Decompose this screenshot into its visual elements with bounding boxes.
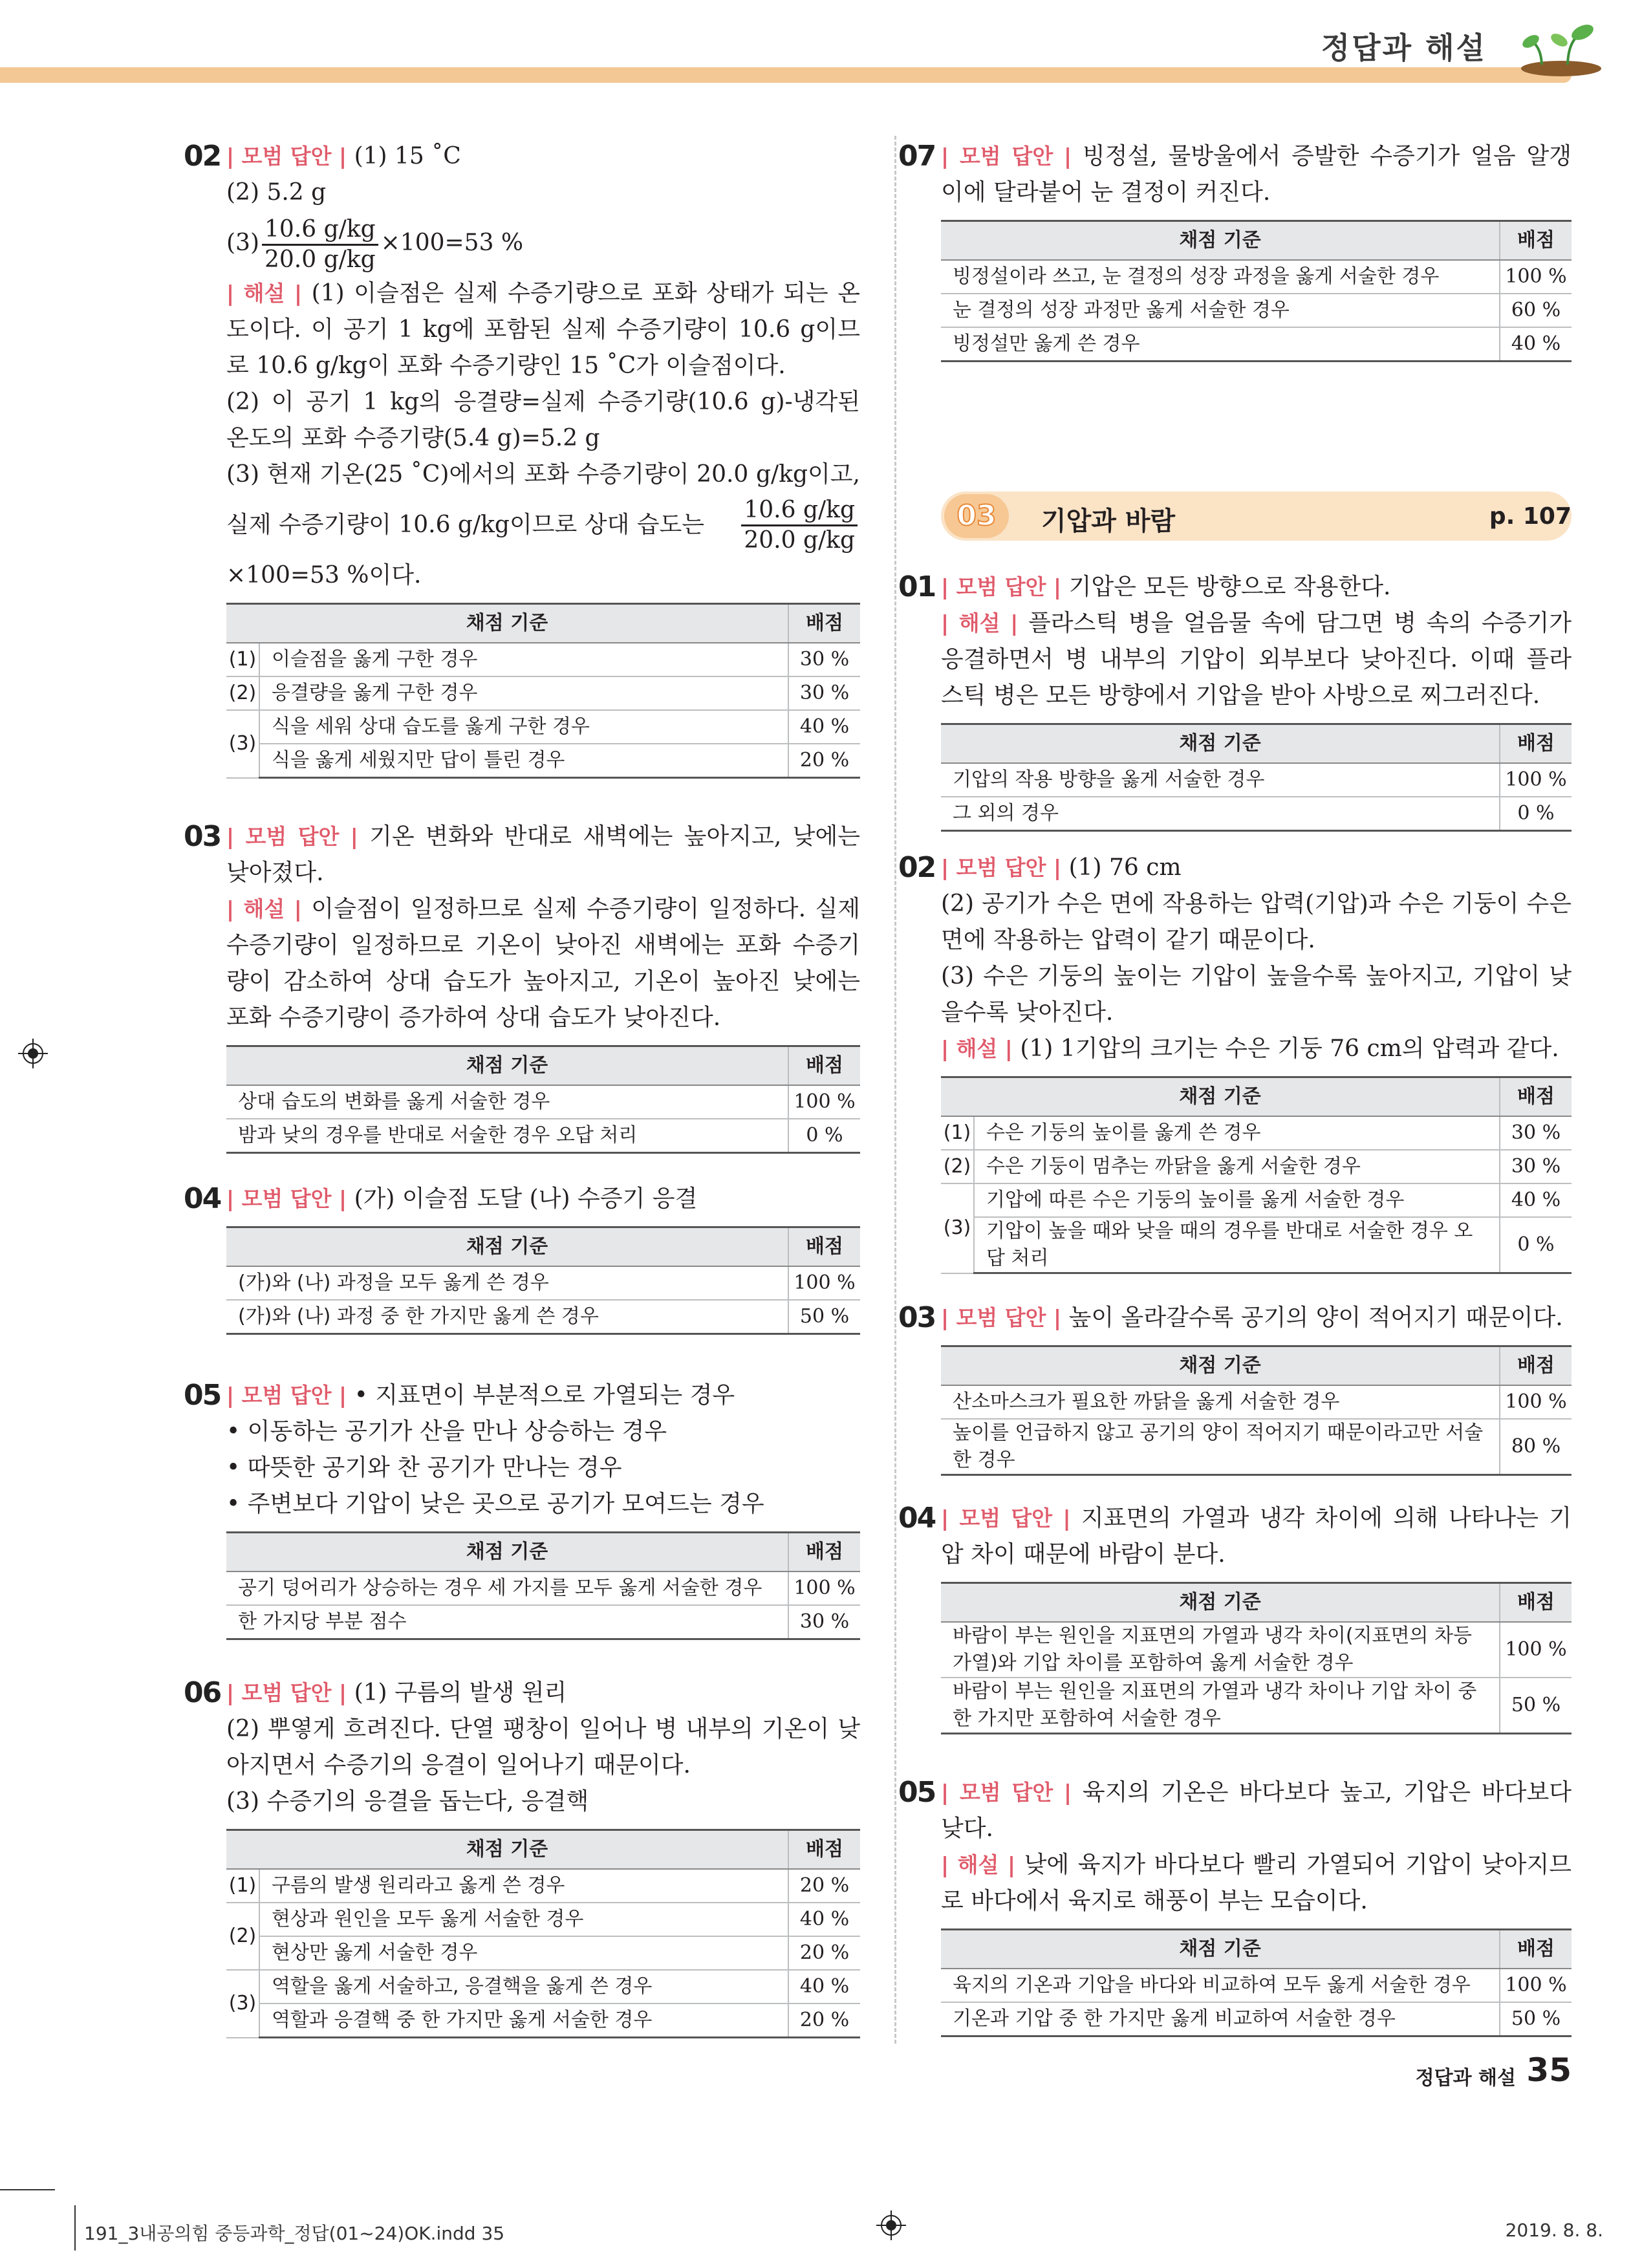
question-number: 01 <box>898 570 936 603</box>
answer-text: 낮다. <box>941 1815 993 1842</box>
answer-text: (1) 구름의 발생 원리 <box>354 1679 567 1706</box>
question-number: 05 <box>184 1379 221 1412</box>
table-row: 상대 습도의 변화를 옳게 서술한 경우 100 % <box>226 1085 860 1119</box>
table-row: 역할과 응결핵 중 한 가지만 옳게 서술한 경우 20 % <box>226 2003 860 2038</box>
fraction: $\frac{10.6 g/kg}{20.0 g/kg}$ <box>262 215 378 274</box>
table-row: 육지의 기온과 기압을 바다와 비교하여 모두 옳게 서술한 경우 100 % <box>941 1969 1572 2002</box>
answer-02: 02 | 모범 답안 | (1) 15 ˚C (2) 5.2 g (3) $\frac{10.6 g/kg}{20.0 g/kg}$ ×100=53 % | 해설 | (1) 이슬점은 실제 수증기량으로 포화 상태가 되는 온 도이다. 이 공기 1 kg에 포함된 실제 수증기량이 10.6 g이므 로 10.6 g/kg이 포화 수증기량인 15 ˚C가 이슬점이다. (2) 이 공기 1 kg의 응결량=실제 수증기량(10.6 g)-냉각된 온도의 포화 수증기량(5.4 g)=5.2 g (3) 현재 기온(25 ˚C)에서의 포화 수증기량이 20.0 g/kg이고, 실제 수증기량이 10.6 g/kg이므로 상대 습도는 $\frac{10.6 g/kg}{20.0 g/kg}$ ×100=53 %이다. 채점 기준 배점 (1) 이슬점을 옳게 구한 경우 30 % (2) 응결량을 옳게 구한 경우 30 % (3) 식을 세워 상대 습도를 옳게 구한 경우 40 % 식을 옳게 세웠지만 답이 틀린 경우 20 % <box>226 138 860 779</box>
answer-05: 05 | 모범 답안 | • 지표면이 부분적으로 가열되는 경우 • 이동하는 공기가 산을 만나 상승하는 경우 • 따뜻한 공기와 찬 공기가 만나는 경우 • 주변보다 기압이 낮은 곳으로 공기가 모여드는 경우 채점 기준 배점 공기 덩어리가 상승하는 경우 세 가지를 모두 옳게 서술한 경우 100 % 한 가지당 부분 점수 30 % <box>226 1377 860 1640</box>
model-answer-tag: 모범 답안 <box>245 824 340 849</box>
explain-text: (1) 이슬점은 실제 수증기량으로 포화 상태가 되는 온 <box>311 280 861 307</box>
answer-text: 기온 변화와 반대로 새벽에는 높아지고, 낮에는 <box>369 823 860 850</box>
answer-text: (1) 15 ˚C <box>354 143 461 169</box>
explain-text: 포화 수증기량이 증가하여 상대 습도가 낮아진다. <box>226 1004 721 1031</box>
answer-text: (2) 공기가 수은 면에 작용하는 압력(기압)과 수은 기둥이 수은 <box>941 891 1572 917</box>
model-answer-tag: 모범 답안 <box>959 1506 1053 1531</box>
section-banner <box>941 491 1572 541</box>
table-row: 기압의 작용 방향을 옳게 서술한 경우 100 % <box>941 763 1572 797</box>
explain-tag: 해설 <box>243 281 285 306</box>
answer-text: (3) <box>226 230 259 256</box>
question-number: 03 <box>898 1301 936 1334</box>
answer-s01: 01 | 모범 답안 | 기압은 모든 방향으로 작용한다. | 해설 | 플라스틱 병을 얼음물 속에 담그면 병 속의 수증기가 응결하면서 병 내부의 기압이 외부보다 낮아진다. 이때 플라 스틱 병은 모든 방향에서 기압을 받아 사방으로 찌그러진다. 채점 기준 배점 기압의 작용 방향을 옳게 서술한 경우 100 % 그 외의 경우 0 % <box>941 569 1572 832</box>
table-row: 그 외의 경우 0 % <box>941 797 1572 831</box>
explain-text: 스틱 병은 모든 방향에서 기압을 받아 사방으로 찌그러진다. <box>941 682 1540 709</box>
explain-text: 로 바다에서 육지로 해풍이 부는 모습이다. <box>941 1888 1368 1914</box>
grading-table: 채점 기준 배점 공기 덩어리가 상승하는 경우 세 가지를 모두 옳게 서술한 경우 100 % 한 가지당 부분 점수 30 % <box>226 1531 860 1640</box>
explain-tag: 해설 <box>958 610 1000 636</box>
sprout-icon <box>1519 22 1603 76</box>
answer-07: 07 | 모범 답안 | 빙정설, 물방울에서 증발한 수증기가 얼음 알갱 이에 달라붙어 눈 결정이 커진다. 채점 기준 배점 빙정설이라 쓰고, 눈 결정의 성장 과정을 옳게 서술한 경우 100 % 눈 결정의 성장 과정만 옳게 서술한 경우 60 % 빙정설만 옳게 쓴 경우 40 % <box>941 138 1572 362</box>
answer-text: (2) 5.2 g <box>226 179 327 206</box>
explain-tag: 해설 <box>243 896 285 922</box>
explain-text: 로 10.6 g/kg이 포화 수증기량인 15 ˚C가 이슬점이다. <box>226 352 786 379</box>
answer-text: (1) 76 cm <box>1068 854 1182 881</box>
question-number: 04 <box>898 1502 936 1535</box>
explain-text: 이슬점이 일정하므로 실제 수증기량이 일정하다. 실제 <box>311 896 861 922</box>
table-row: 높이를 언급하지 않고 공기의 양이 적어지기 때문이라고만 서술한 경우 80 % <box>941 1419 1572 1475</box>
answer-text: 아지면서 수증기의 응결이 일어나기 때문이다. <box>226 1752 691 1778</box>
explain-text: 량이 감소하여 상대 습도가 높아지고, 기온이 높아진 낮에는 <box>226 968 860 995</box>
table-row: (1) 구름의 발생 원리라고 옳게 쓴 경우 20 % <box>226 1869 860 1903</box>
table-row: 밤과 낮의 경우를 반대로 서술한 경우 오답 처리 0 % <box>226 1119 860 1153</box>
slug-date: 2019. 8. 8. <box>1505 2219 1603 2241</box>
table-row: (1) 이슬점을 옳게 구한 경우 30 % <box>226 643 860 676</box>
answer-text: • 지표면이 부분적으로 가열되는 경우 <box>354 1382 735 1409</box>
fraction: $\frac{10.6 g/kg}{20.0 g/kg}$ <box>741 496 858 555</box>
grading-table: 채점 기준 배점 (가)와 (나) 과정을 모두 옳게 쓴 경우 100 % (가)와 (나) 과정 중 한 가지만 옳게 쓴 경우 50 % <box>226 1226 860 1335</box>
table-row: (가)와 (나) 과정을 모두 옳게 쓴 경우 100 % <box>226 1266 860 1300</box>
explain-text: 실제 수증기량이 10.6 g/kg이므로 상대 습도는 <box>226 512 705 538</box>
table-row: (3) 식을 세워 상대 습도를 옳게 구한 경우 40 % <box>226 710 860 744</box>
question-number: 05 <box>898 1776 936 1809</box>
explain-text: 낮에 육지가 바다보다 빨리 가열되어 기압이 낮아지므 <box>1024 1852 1572 1878</box>
answer-text: (가) 이슬점 도달 (나) 수증기 응결 <box>354 1185 698 1212</box>
answer-s05: 05 | 모범 답안 | 육지의 기온은 바다보다 높고, 기압은 바다보다 낮다. | 해설 | 낮에 육지가 바다보다 빨리 가열되어 기압이 낮아지므 로 바다에서 육지로 해풍이 부는 모습이다. 채점 기준 배점 육지의 기온과 기압을 바다와 비교하여 모두 옳게 서술한 경우 100 % 기온과 기압 중 한 가지만 옳게 비교하여 서술한 경우 50 % <box>941 1775 1572 2037</box>
registration-mark-icon <box>876 2210 906 2240</box>
question-number: 02 <box>184 140 221 173</box>
explain-text: (3) 현재 기온(25 ˚C)에서의 포화 수증기량이 20.0 g/kg이고, <box>226 461 860 488</box>
registration-mark-icon <box>18 1039 48 1068</box>
model-answer-tag: 모범 답안 <box>956 1305 1046 1330</box>
model-answer-tag: 모범 답안 <box>956 855 1046 880</box>
answer-06: 06 | 모범 답안 | (1) 구름의 발생 원리 (2) 뿌옇게 흐려진다. 단열 팽창이 일어나 병 내부의 기온이 낮 아지면서 수증기의 응결이 일어나기 때문이다. (3) 수증기의 응결을 돕는다, 응결핵 채점 기준 배점 (1) 구름의 발생 원리라고 옳게 쓴 경우 20 % (2) 현상과 원인을 모두 옳게 서술한 경우 40 % 현상만 옳게 서술한 경우 20 % (3) 역할을 옳게 서술하고, 응결핵을 옳게 쓴 경우 40 % 역할과 응결핵 중 한 가지만 옳게 서술한 경우 20 % <box>226 1675 860 2038</box>
table-row: (2) 수은 기둥이 멈추는 까닭을 옳게 서술한 경우 30 % <box>941 1150 1572 1183</box>
table-row: 빙정설만 옳게 쓴 경우 40 % <box>941 327 1572 362</box>
section-page-ref: p. 107 <box>1489 503 1572 530</box>
table-row: 바람이 부는 원인을 지표면의 가열과 냉각 차이(지표면의 차등 가열)와 기압 차이를 포함하여 옳게 서술한 경우 100 % <box>941 1622 1572 1678</box>
answer-text: (2) 뿌옇게 흐려진다. 단열 팽창이 일어나 병 내부의 기온이 낮 <box>226 1716 860 1742</box>
explain-text: 응결하면서 병 내부의 기압이 외부보다 낮아진다. 이때 플라 <box>941 646 1572 673</box>
answer-text: ×100=53 % <box>380 230 524 256</box>
table-row: (가)와 (나) 과정 중 한 가지만 옳게 쓴 경우 50 % <box>226 1300 860 1334</box>
answer-text: 육지의 기온은 바다보다 높고, 기압은 바다보다 <box>1082 1779 1572 1806</box>
explain-text: 플라스틱 병을 얼음물 속에 담그면 병 속의 수증기가 <box>1028 610 1572 636</box>
table-row: (3) 역할을 옳게 서술하고, 응결핵을 옳게 쓴 경우 40 % <box>226 1970 860 2003</box>
answer-text: (3) 수증기의 응결을 돕는다, 응결핵 <box>226 1788 589 1815</box>
answer-text: (3) 수은 기둥의 높이는 기압이 높을수록 높아지고, 기압이 낮 <box>941 963 1572 989</box>
grading-table: 채점 기준 배점 산소마스크가 필요한 까닭을 옳게 서술한 경우 100 % 높이를 언급하지 않고 공기의 양이 적어지기 때문이라고만 서술한 경우 80 % <box>941 1345 1572 1476</box>
model-answer-tag: 모범 답안 <box>241 144 332 169</box>
model-answer-tag: 모범 답안 <box>241 1186 332 1211</box>
answer-text: 압 차이 때문에 바람이 분다. <box>941 1541 1226 1568</box>
header-title: 정답과 해설 <box>1321 30 1487 65</box>
answer-text: • 주변보다 기압이 낮은 곳으로 공기가 모여드는 경우 <box>226 1491 764 1517</box>
table-row: (1) 수은 기둥의 높이를 옳게 쓴 경우 30 % <box>941 1116 1572 1150</box>
grading-table: 채점 기준 배점 상대 습도의 변화를 옳게 서술한 경우 100 % 밤과 낮의 경우를 반대로 서술한 경우 오답 처리 0 % <box>226 1045 860 1154</box>
question-number: 06 <box>184 1676 221 1709</box>
section-title: 기압과 바람 <box>1041 506 1176 536</box>
explain-text: 온도의 포화 수증기량(5.4 g)=5.2 g <box>226 425 600 451</box>
model-answer-tag: 모범 답안 <box>956 574 1046 599</box>
table-row: 현상만 옳게 서술한 경우 20 % <box>226 1936 860 1970</box>
table-row: 식을 옳게 세웠지만 답이 틀린 경우 20 % <box>226 744 860 778</box>
explain-tag: 해설 <box>956 1036 998 1061</box>
answer-text: 지표면의 가열과 냉각 차이에 의해 나타나는 기 <box>1081 1505 1572 1531</box>
table-row: 바람이 부는 원인을 지표면의 가열과 냉각 차이나 기압 차이 중 한 가지만 포함하여 서술한 경우 50 % <box>941 1678 1572 1734</box>
answer-text: 기압은 모든 방향으로 작용한다. <box>1068 574 1391 600</box>
table-row: 기압이 높을 때와 낮을 때의 경우를 반대로 서술한 경우 오답 처리 0 % <box>941 1217 1572 1273</box>
table-row: 눈 결정의 성장 과정만 옳게 서술한 경우 60 % <box>941 294 1572 327</box>
explain-text: (1) 1기압의 크기는 수은 기둥 76 cm의 압력과 같다. <box>1020 1035 1559 1062</box>
answer-s04: 04 | 모범 답안 | 지표면의 가열과 냉각 차이에 의해 나타나는 기 압 차이 때문에 바람이 분다. 채점 기준 배점 바람이 부는 원인을 지표면의 가열과 냉각 차이(지표면의 차등 가열)와 기압 차이를 포함하여 옳게 서술한 경우 100 % 바람이 부는 원인을 지표면의 가열과 냉각 차이나 기압 차이 중 한 가지만 포함하여 서술한 경우 50 % <box>941 1500 1572 1734</box>
answer-text: 면에 작용하는 압력이 같기 때문이다. <box>941 927 1315 953</box>
footer-label: 정답과 해설 <box>1415 2067 1516 2090</box>
table-row: (2) 응결량을 옳게 구한 경우 30 % <box>226 676 860 710</box>
slug-filename: 191_3내공의힘 중등과학_정답(01~24)OK.indd 35 <box>84 2223 505 2244</box>
grading-table: 채점 기준 배점 기압의 작용 방향을 옳게 서술한 경우 100 % 그 외의 경우 0 % <box>941 723 1572 832</box>
model-answer-tag: 모범 답안 <box>241 1383 332 1408</box>
explain-text: ×100=53 %이다. <box>226 562 422 589</box>
answer-text: 낮아졌다. <box>226 859 324 886</box>
model-answer-tag: 모범 답안 <box>959 1780 1053 1805</box>
question-number: 03 <box>184 820 221 853</box>
question-number: 07 <box>898 140 936 173</box>
crop-mark <box>0 2189 55 2190</box>
question-number: 04 <box>184 1182 221 1215</box>
model-answer-tag: 모범 답안 <box>241 1680 332 1705</box>
question-number: 02 <box>898 851 936 884</box>
grading-table: 채점 기준 배점 (1) 이슬점을 옳게 구한 경우 30 % (2) 응결량을 옳게 구한 경우 30 % (3) 식을 세워 상대 습도를 옳게 구한 경우 40 % 식을 옳게 세웠지만 답이 틀린 경우 20 % <box>226 603 860 779</box>
explain-text: (2) 이 공기 1 kg의 응결량=실제 수증기량(10.6 g)-냉각된 <box>226 389 860 415</box>
table-row: (3) 기압에 따른 수은 기둥의 높이를 옳게 서술한 경우 40 % <box>941 1183 1572 1217</box>
explain-tag: 해설 <box>957 1852 999 1877</box>
table-row: (2) 현상과 원인을 모두 옳게 서술한 경우 40 % <box>226 1903 860 1936</box>
answer-text: • 따뜻한 공기와 찬 공기가 만나는 경우 <box>226 1454 622 1481</box>
table-row: 빙정설이라 쓰고, 눈 결정의 성장 과정을 옳게 서술한 경우 100 % <box>941 260 1572 294</box>
model-answer-tag: 모범 답안 <box>959 144 1053 169</box>
answer-text: • 이동하는 공기가 산을 만나 상승하는 경우 <box>226 1418 667 1445</box>
table-row: 기온과 기압 중 한 가지만 옳게 비교하여 서술한 경우 50 % <box>941 2002 1572 2036</box>
grading-table: 채점 기준 배점 (1) 수은 기둥의 높이를 옳게 쓴 경우 30 % (2) 수은 기둥이 멈추는 까닭을 옳게 서술한 경우 30 % (3) 기압에 따른 수은 기둥의 높이를 옳게 서술한 경우 40 % 기압이 높을 때와 낮을 때의 경우를 반대로 서술한 경우 오답 처리 0 % <box>941 1076 1572 1274</box>
grading-table: 채점 기준 배점 빙정설이라 쓰고, 눈 결정의 성장 과정을 옳게 서술한 경우 100 % 눈 결정의 성장 과정만 옳게 서술한 경우 60 % 빙정설만 옳게 쓴 경우 40 % <box>941 220 1572 362</box>
section-number-badge: 03 <box>944 494 1009 538</box>
explain-text: 도이다. 이 공기 1 kg에 포함된 실제 수증기량이 10.6 g이므 <box>226 316 860 343</box>
crop-mark <box>74 2205 76 2251</box>
answer-text: 이에 달라붙어 눈 결정이 커진다. <box>941 179 1271 206</box>
answer-text: 빙정설, 물방울에서 증발한 수증기가 얼음 알갱 <box>1082 143 1572 169</box>
explain-text: 수증기량이 일정하므로 기온이 낮아진 새벽에는 포화 수증기 <box>226 932 860 958</box>
table-row: 공기 덩어리가 상승하는 경우 세 가지를 모두 옳게 서술한 경우 100 % <box>226 1571 860 1605</box>
grading-table: 채점 기준 배점 육지의 기온과 기압을 바다와 비교하여 모두 옳게 서술한 경우 100 % 기온과 기압 중 한 가지만 옳게 비교하여 서술한 경우 50 % <box>941 1928 1572 2037</box>
grading-table: 채점 기준 배점 바람이 부는 원인을 지표면의 가열과 냉각 차이(지표면의 차등 가열)와 기압 차이를 포함하여 옳게 서술한 경우 100 % 바람이 부는 원인을 지표면의 가열과 냉각 차이나 기압 차이 중 한 가지만 포함하여 서술한 경우 50 % <box>941 1582 1572 1734</box>
answer-text: 을수록 낮아진다. <box>941 999 1114 1026</box>
table-row: 한 가지당 부분 점수 30 % <box>226 1605 860 1639</box>
table-row: 산소마스크가 필요한 까닭을 옳게 서술한 경우 100 % <box>941 1385 1572 1419</box>
answer-text: 높이 올라갈수록 공기의 양이 적어지기 때문이다. <box>1068 1304 1563 1331</box>
column-divider <box>894 136 896 2044</box>
answer-04: 04 | 모범 답안 | (가) 이슬점 도달 (나) 수증기 응결 채점 기준 배점 (가)와 (나) 과정을 모두 옳게 쓴 경우 100 % (가)와 (나) 과정 중 한 가지만 옳게 쓴 경우 50 % <box>226 1181 860 1335</box>
grading-table: 채점 기준 배점 (1) 구름의 발생 원리라고 옳게 쓴 경우 20 % (2) 현상과 원인을 모두 옳게 서술한 경우 40 % 현상만 옳게 서술한 경우 20 % (3) 역할을 옳게 서술하고, 응결핵을 옳게 쓴 경우 40 % 역할과 응결핵 중 한 가지만 옳게 서술한 경우 20 % <box>226 1829 860 2038</box>
page-number: 35 <box>1526 2051 1572 2089</box>
header-bar <box>0 67 1572 83</box>
answer-s03: 03 | 모범 답안 | 높이 올라갈수록 공기의 양이 적어지기 때문이다. 채점 기준 배점 산소마스크가 필요한 까닭을 옳게 서술한 경우 100 % 높이를 언급하지 않고 공기의 양이 적어지기 때문이라고만 서술한 경우 80 % <box>941 1300 1572 1476</box>
answer-03: 03 | 모범 답안 | 기온 변화와 반대로 새벽에는 높아지고, 낮에는 낮아졌다. | 해설 | 이슬점이 일정하므로 실제 수증기량이 일정하다. 실제 수증기량이 일정하므로 기온이 낮아진 새벽에는 포화 수증기 량이 감소하여 상대 습도가 높아지고, 기온이 높아진 낮에는 포화 수증기량이 증가하여 상대 습도가 낮아진다. 채점 기준 배점 상대 습도의 변화를 옳게 서술한 경우 100 % 밤과 낮의 경우를 반대로 서술한 경우 오답 처리 0 % <box>226 819 860 1154</box>
answer-s02: 02 | 모범 답안 | (1) 76 cm (2) 공기가 수은 면에 작용하는 압력(기압)과 수은 기둥이 수은 면에 작용하는 압력이 같기 때문이다. (3) 수은 기둥의 높이는 기압이 높을수록 높아지고, 기압이 낮 을수록 낮아진다. | 해설 | (1) 1기압의 크기는 수은 기둥 76 cm의 압력과 같다. 채점 기준 배점 (1) 수은 기둥의 높이를 옳게 쓴 경우 30 % (2) 수은 기둥이 멈추는 까닭을 옳게 서술한 경우 30 % (3) 기압에 따른 수은 기둥의 높이를 옳게 서술한 경우 40 % 기압이 높을 때와 낮을 때의 경우를 반대로 서술한 경우 오답 처리 0 % <box>941 850 1572 1274</box>
